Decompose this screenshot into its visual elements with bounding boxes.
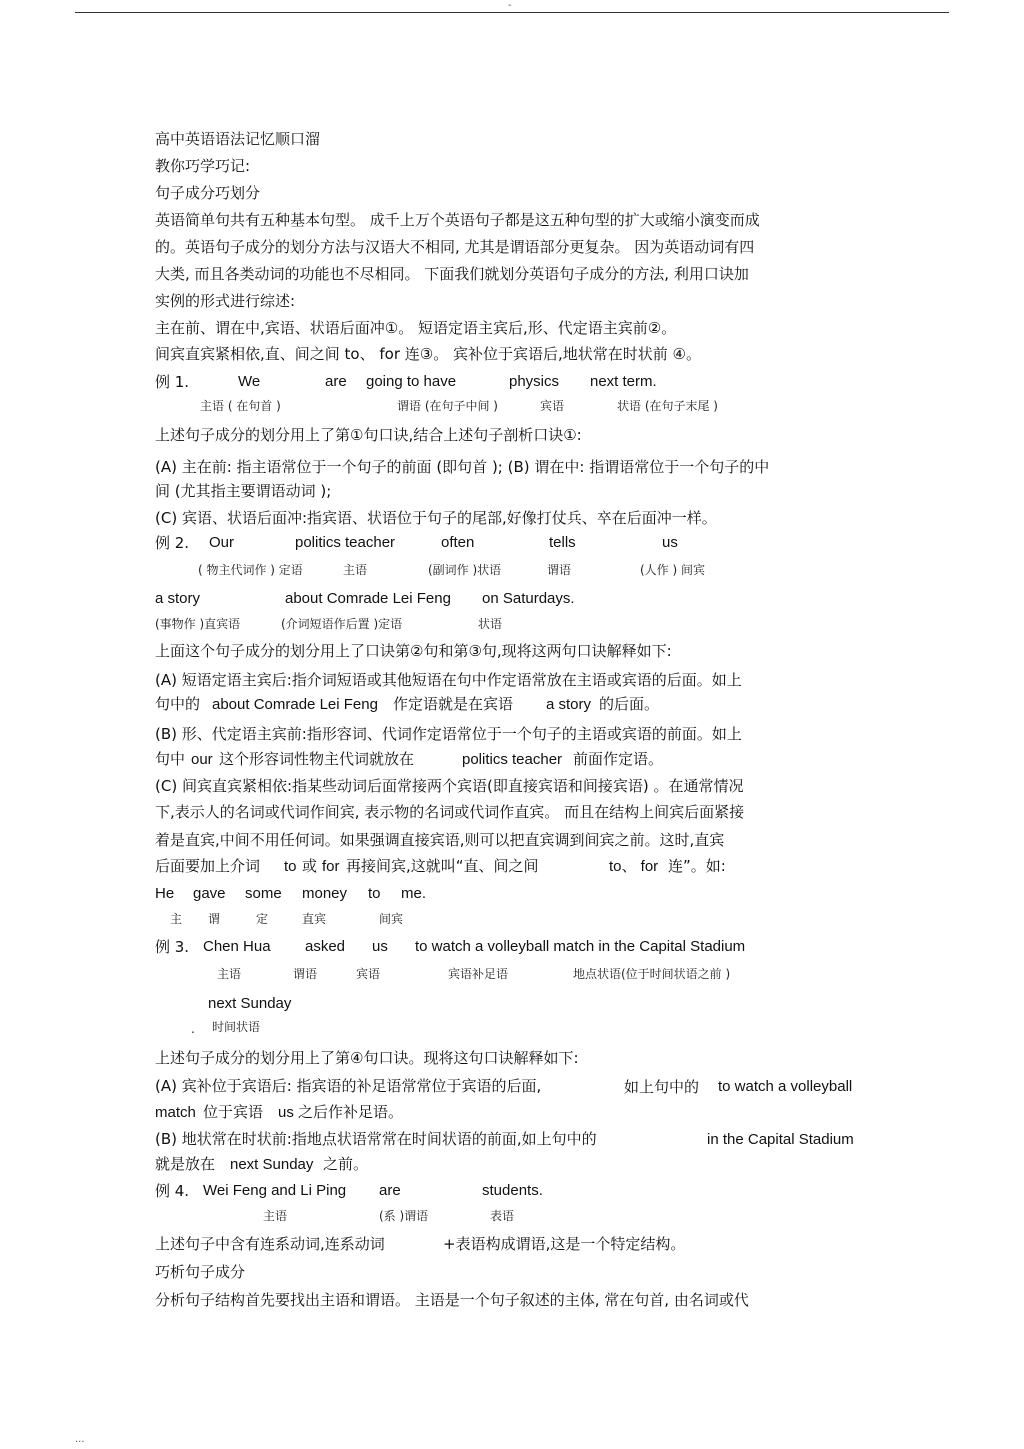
- paragraph: 之后作补足语。: [298, 1103, 404, 1121]
- paragraph: 上面这个句子成分的划分用上了口诀第②句和第③句,现将这两句口诀解释如下:: [155, 642, 672, 660]
- paragraph: 上述句子成分的划分用上了第④句口诀。现将这句口诀解释如下:: [155, 1049, 579, 1067]
- paragraph: 上述句子成分的划分用上了第①句口诀,结合上述句子剖析口诀①:: [155, 426, 582, 444]
- example-word: about Comrade Lei Feng: [285, 590, 451, 607]
- intro-line: 英语简单句共有五种基本句型。 成千上万个英语句子都是这五种句型的扩大或缩小演变而成: [155, 211, 760, 229]
- inline-english: match: [155, 1104, 196, 1121]
- example-word: Wei Feng and Li Ping: [203, 1182, 347, 1199]
- example-word: to watch a volleyball match in the Capital Stadium: [415, 938, 746, 955]
- paragraph: 位于宾语: [203, 1103, 264, 1121]
- example-word: physics: [509, 373, 560, 390]
- intro-line: 实例的形式进行综述:: [155, 292, 296, 310]
- inline-english: next Sunday: [230, 1156, 314, 1173]
- inline-english: us: [278, 1104, 294, 1121]
- grammar-tag: 谓语 (在句子中间 ): [397, 399, 498, 413]
- example-word: are: [325, 373, 347, 390]
- intro-line: 的。英语句子成分的划分方法与汉语大不相同, 尤其是谓语部分更复杂。 因为英语动词有四: [155, 238, 755, 256]
- example-word: to: [368, 885, 381, 902]
- grammar-tag: 直宾: [302, 912, 327, 926]
- inline-english: to watch a volleyball: [718, 1078, 853, 1095]
- grammar-tag: (介词短语作后置 )定语: [281, 617, 403, 631]
- paragraph: +表语构成谓语,这是一个特定结构。: [443, 1235, 686, 1253]
- grammar-tag: 状语 (在句子末尾 ): [617, 399, 718, 413]
- grammar-tag: 间宾: [379, 912, 404, 926]
- grammar-tag: 主: [170, 912, 183, 926]
- example-label: 例 2.: [155, 534, 190, 552]
- grammar-tag: 主语: [217, 967, 242, 981]
- example-word: us: [662, 534, 678, 551]
- example-word: often: [441, 534, 475, 551]
- paragraph: (A) 主在前: 指主语常位于一个句子的前面 (即句首 ); (B) 谓在中: 指谓语常位于一个句子的中: [155, 458, 770, 476]
- section-heading: 巧析句子成分: [155, 1263, 246, 1281]
- example-word: Our: [209, 534, 235, 551]
- grammar-tag: 谓语: [293, 967, 318, 981]
- grammar-tag: 状语: [478, 617, 503, 631]
- grammar-tag-dot: .: [191, 1022, 195, 1036]
- paragraph: 如上句中的: [624, 1078, 700, 1096]
- doc-title: 高中英语语法记忆顺口溜: [155, 130, 321, 148]
- example-word: We: [238, 373, 261, 390]
- inline-english: our: [191, 751, 213, 768]
- grammar-tag: 主语 ( 在句首 ): [200, 399, 281, 413]
- example-word: money: [302, 885, 348, 902]
- inline-english: to: [284, 858, 297, 875]
- paragraph: (A) 宾补位于宾语后: 指宾语的补足语常常位于宾语的后面,: [155, 1077, 542, 1095]
- paragraph: 句中的: [155, 695, 201, 713]
- inline-english: about Comrade Lei Feng: [212, 696, 378, 713]
- grammar-tag: ( 物主代词作 ) 定语: [198, 563, 303, 577]
- paragraph: (B) 形、代定语主宾前:指形容词、代词作定语常位于一个句子的主语或宾语的前面。如上: [155, 725, 742, 743]
- grammar-tag: 宾语: [540, 399, 565, 413]
- example-word: going to have: [366, 373, 457, 390]
- paragraph: 的后面。: [599, 695, 660, 713]
- intro-line: 大类, 而且各类动词的功能也不尽相同。 下面我们就划分英语句子成分的方法, 利用口诀加: [155, 265, 749, 283]
- example-word: me.: [401, 885, 427, 902]
- header-mark: -: [508, 0, 512, 11]
- paragraph: 分析句子结构首先要找出主语和谓语。 主语是一个句子叙述的主体, 常在句首, 由名词或代: [155, 1291, 749, 1309]
- paragraph: 作定语就是在宾语: [393, 695, 514, 713]
- inline-english: in the Capital Stadium: [707, 1131, 854, 1148]
- example-word: asked: [305, 938, 346, 955]
- example-word: next term.: [590, 373, 657, 390]
- footer-mark: ...: [75, 1434, 85, 1445]
- example-word: next Sunday: [208, 995, 292, 1012]
- paragraph: 这个形容词性物主代词就放在: [219, 750, 415, 768]
- paragraph: (C) 间宾直宾紧相依:指某些动词后面常接两个宾语(即直接宾语和间接宾语) 。在通常情况: [155, 777, 744, 795]
- paragraph: 着是直宾,中间不用任何词。如果强调直接宾语,则可以把直宾调到间宾之前。这时,直宾: [155, 831, 725, 849]
- grammar-tag: 宾语补足语: [448, 967, 509, 981]
- example-label: 例 3.: [155, 938, 190, 956]
- inline-english: for: [322, 858, 340, 875]
- doc-subtitle: 教你巧学巧记:: [155, 157, 251, 175]
- paragraph: 就是放在: [155, 1155, 216, 1173]
- paragraph: 前面作定语。: [573, 750, 664, 768]
- paragraph: 连”。如:: [668, 857, 726, 875]
- grammar-tag: 表语: [490, 1209, 515, 1223]
- inline-english: politics teacher: [462, 751, 563, 768]
- example-word: some: [245, 885, 282, 902]
- inline-english: to、 for: [609, 858, 659, 875]
- example-label: 例 4.: [155, 1182, 190, 1200]
- grammar-tag: 主语: [263, 1209, 288, 1223]
- grammar-tag: 地点状语(位于时间状语之前 ): [573, 967, 731, 981]
- example-label: 例 1.: [155, 373, 190, 391]
- grammar-tag: 主语: [343, 563, 368, 577]
- grammar-tag: 谓语: [547, 563, 572, 577]
- paragraph: (A) 短语定语主宾后:指介词短语或其他短语在句中作定语常放在主语或宾语的后面。如上: [155, 671, 742, 689]
- paragraph: 再接间宾,这就叫“直、间之间: [346, 857, 539, 875]
- example-word: Chen Hua: [203, 938, 271, 955]
- example-word: us: [372, 938, 388, 955]
- grammar-tag: 定: [256, 912, 269, 926]
- header-rule: [75, 12, 949, 13]
- paragraph: 之前。: [323, 1155, 369, 1173]
- example-word: gave: [193, 885, 226, 902]
- grammar-tag: (副词作 )状语: [428, 563, 502, 577]
- grammar-tag: 宾语: [356, 967, 381, 981]
- paragraph: 或: [302, 857, 318, 875]
- paragraph: 句中: [155, 750, 186, 768]
- paragraph: 下,表示人的名词或代词作间宾, 表示物的名词或代词作直宾。 而且在结构上间宾后面紧接: [155, 803, 745, 821]
- rhyme-line: 间宾直宾紧相依,直、间之间 to、 for 连③。 宾补位于宾语后,地状常在时状前 ④。: [155, 345, 701, 363]
- example-word: He: [155, 885, 175, 902]
- example-word: students.: [482, 1182, 543, 1199]
- grammar-tag: (系 )谓语: [379, 1209, 429, 1223]
- grammar-tag: 谓: [208, 912, 221, 926]
- rhyme-line: 主在前、谓在中,宾语、状语后面冲①。 短语定语主宾后,形、代定语主宾前②。: [155, 319, 677, 337]
- section-heading: 句子成分巧划分: [155, 184, 261, 202]
- paragraph: (C) 宾语、状语后面冲:指宾语、状语位于句子的尾部,好像打仗兵、卒在后面冲一样。: [155, 509, 717, 527]
- example-word: are: [379, 1182, 401, 1199]
- paragraph: 后面要加上介词: [155, 857, 261, 875]
- grammar-tag: (事物作 )直宾语: [155, 617, 241, 631]
- grammar-tag: 时间状语: [212, 1020, 261, 1034]
- example-word: tells: [549, 534, 576, 551]
- example-word: politics teacher: [295, 534, 396, 551]
- example-word: a story: [155, 590, 201, 607]
- paragraph: (B) 地状常在时状前:指地点状语常常在时间状语的前面,如上句中的: [155, 1130, 597, 1148]
- grammar-tag: (人作 ) 间宾: [640, 563, 705, 577]
- paragraph: 间 (尤其指主要谓语动词 );: [155, 482, 332, 500]
- inline-english: a story: [546, 696, 592, 713]
- paragraph: 上述句子中含有连系动词,连系动词: [155, 1235, 385, 1253]
- example-word: on Saturdays.: [482, 590, 575, 607]
